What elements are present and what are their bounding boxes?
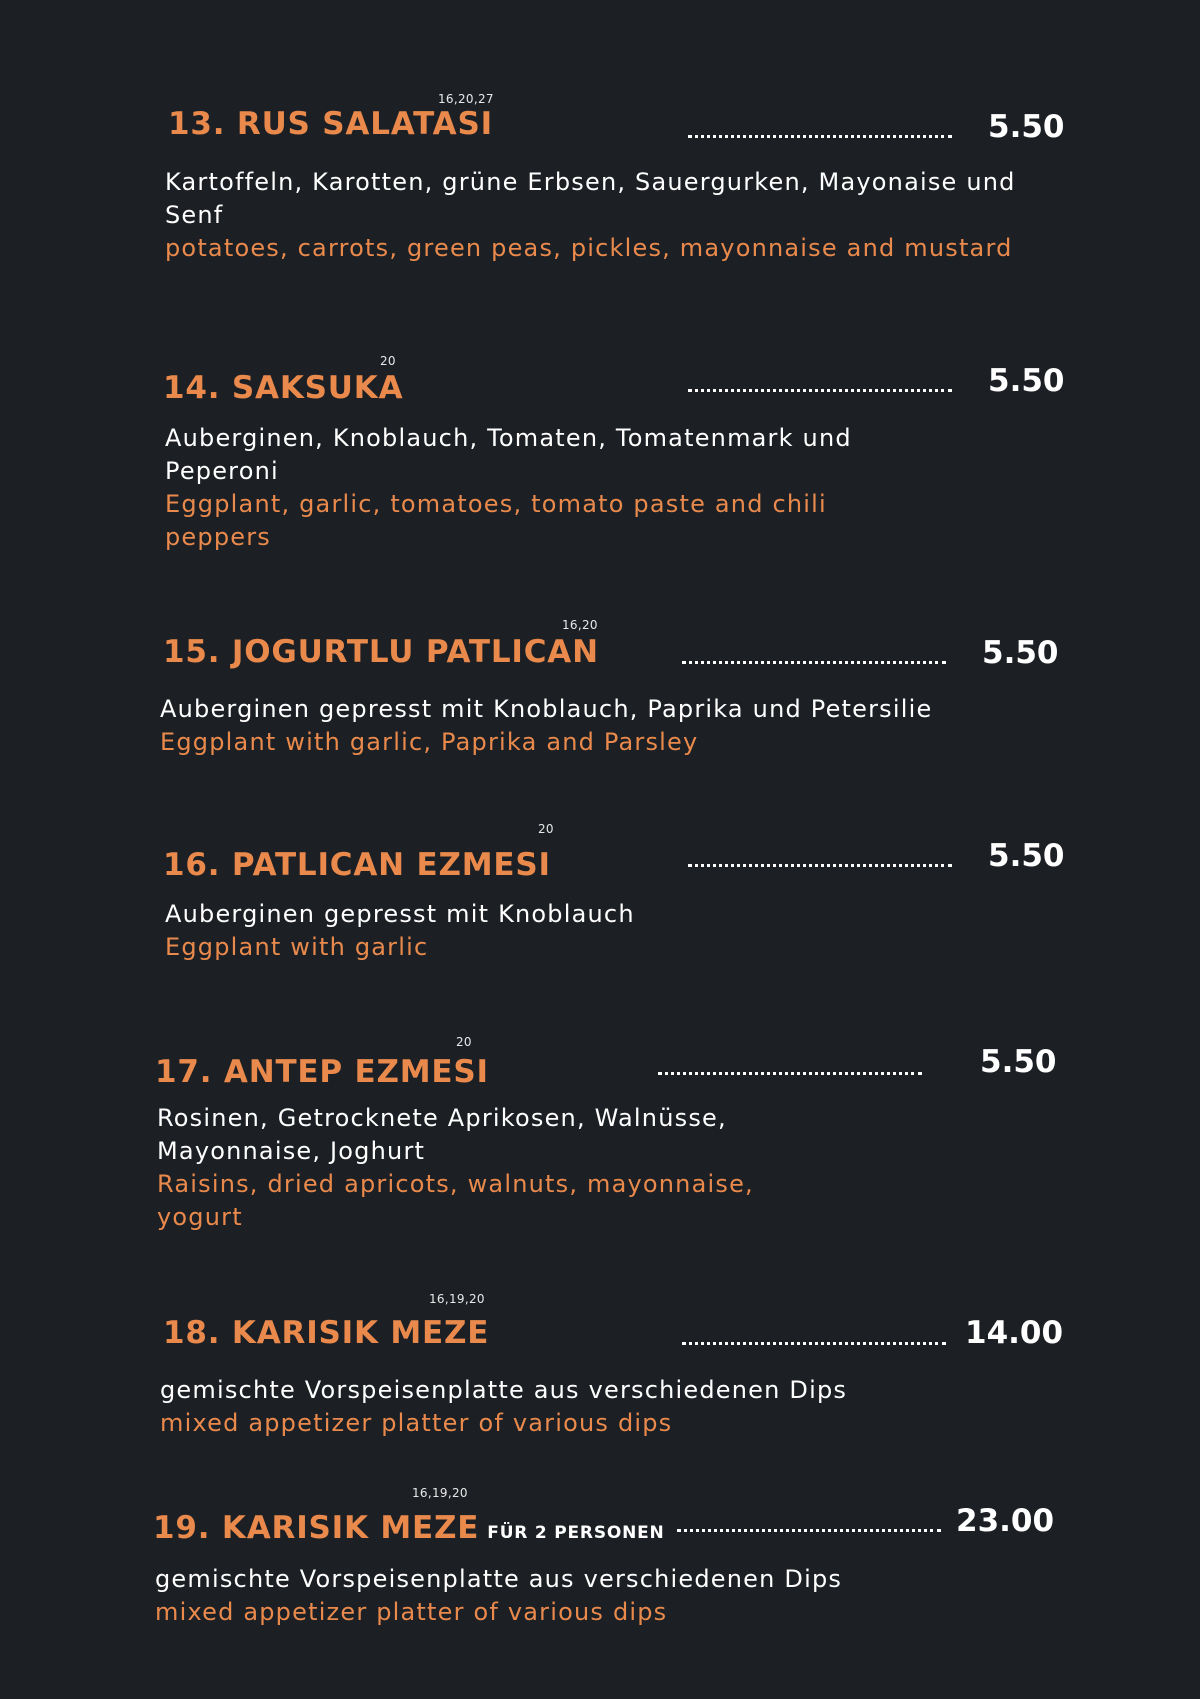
- allergen-codes: 20: [456, 1035, 472, 1049]
- allergen-codes: 20: [380, 354, 396, 368]
- dish-description: [165, 898, 1025, 964]
- dish-price: 5.50: [982, 635, 1059, 671]
- dish-price: 14.00: [965, 1315, 1064, 1351]
- dish-title: 16. PATLICAN EZMESI: [163, 847, 551, 883]
- description-german: Kartoffeln, Karotten, grüne Erbsen, Sauergurken, Mayonaise und Senf: [165, 168, 1016, 229]
- description-english: Eggplant with garlic: [165, 933, 429, 961]
- dish-description: [160, 1374, 1080, 1440]
- dish-price: 23.00: [956, 1503, 1055, 1539]
- dish-price: 5.50: [988, 838, 1065, 874]
- dot-leader: [677, 1529, 941, 1532]
- dish-price: 5.50: [988, 363, 1065, 399]
- dish-title: 17. ANTEP EZMESI: [155, 1054, 489, 1090]
- dish-title: 13. RUS SALATASI: [168, 106, 493, 142]
- dot-leader: [682, 1342, 946, 1345]
- dish-title-note: FÜR 2 PERSONEN: [487, 1523, 665, 1543]
- allergen-codes: 16,20,27: [438, 92, 494, 106]
- dish-title: [153, 1510, 665, 1546]
- description-english: mixed appetizer platter of various dips: [160, 1409, 673, 1437]
- dish-description: [155, 1563, 1075, 1629]
- dish-description: [160, 693, 1080, 759]
- dish-title: 14. SAKSUKA: [163, 370, 404, 406]
- dot-leader: [688, 389, 952, 392]
- dish-price: 5.50: [980, 1044, 1057, 1080]
- dot-leader: [688, 135, 952, 138]
- dot-leader: [682, 661, 946, 664]
- dish-title-text: 19. KARISIK MEZE: [153, 1510, 480, 1546]
- allergen-codes: 16,19,20: [429, 1292, 485, 1306]
- dish-title: 18. KARISIK MEZE: [163, 1315, 490, 1351]
- dot-leader: [658, 1072, 922, 1075]
- description-english: mixed appetizer platter of various dips: [155, 1598, 668, 1626]
- description-english: Raisins, dried apricots, walnuts, mayonnaise, yogurt: [157, 1170, 754, 1231]
- allergen-codes: 16,19,20: [412, 1486, 468, 1500]
- dish-description: [157, 1102, 797, 1234]
- description-german: Rosinen, Getrocknete Aprikosen, Walnüsse, Mayonnaise, Joghurt: [157, 1104, 727, 1165]
- description-german: gemischte Vorspeisenplatte aus verschiedenen Dips: [160, 1376, 848, 1404]
- dish-description: [165, 166, 1025, 265]
- allergen-codes: 16,20: [562, 618, 598, 632]
- description-german: Auberginen gepresst mit Knoblauch, Paprika und Petersilie: [160, 695, 933, 723]
- description-german: Auberginen, Knoblauch, Tomaten, Tomatenmark und Peperoni: [165, 424, 852, 485]
- description-english: Eggplant with garlic, Paprika and Parsley: [160, 728, 699, 756]
- dot-leader: [688, 864, 952, 867]
- dish-title: 15. JOGURTLU PATLICAN: [163, 634, 599, 670]
- dish-description: [165, 422, 885, 554]
- description-german: gemischte Vorspeisenplatte aus verschiedenen Dips: [155, 1565, 843, 1593]
- description-german: Auberginen gepresst mit Knoblauch: [165, 900, 635, 928]
- description-english: Eggplant, garlic, tomatoes, tomato paste and chili peppers: [165, 490, 827, 551]
- description-english: potatoes, carrots, green peas, pickles, mayonnaise and mustard: [165, 234, 1013, 262]
- allergen-codes: 20: [538, 822, 554, 836]
- dish-price: 5.50: [988, 109, 1065, 145]
